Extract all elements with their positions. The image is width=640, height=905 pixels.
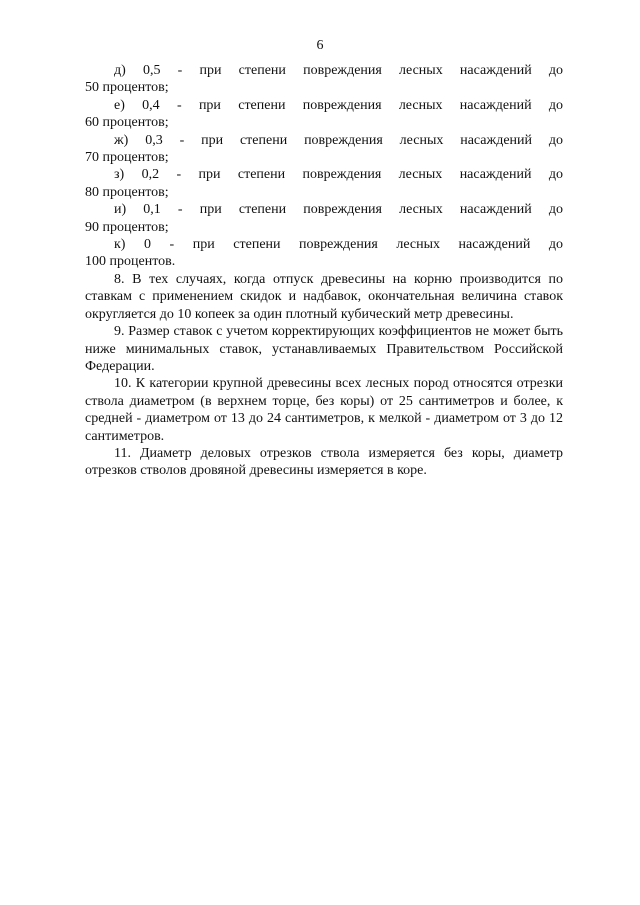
list-item-continuation: 60 процентов; (85, 115, 169, 131)
list-item-zh (85, 132, 563, 167)
list-item-continuation: 90 процентов; (85, 219, 169, 235)
list-item-text: з) 0,2 - при степени повреждения лесных насаждений до (114, 167, 563, 183)
list-item-continuation: 70 процентов; (85, 150, 169, 166)
paragraph-8: 8. В тех случаях, когда отпуск древесины на корню производится по ставкам с применением скидок и надбавок, окончательная величина ставок округляется до 10 копеек за один плотный кубический метр древесины. (85, 271, 563, 322)
list-item-text: д) 0,5 - при степени повреждения лесных насаждений до (114, 63, 563, 78)
list-item-z (85, 166, 563, 201)
list-item-k (85, 236, 563, 271)
list-item-continuation: 50 процентов; (85, 80, 169, 96)
list-item-text: е) 0,4 - при степени повреждения лесных насаждений до (114, 97, 563, 113)
list-item-d (85, 62, 563, 97)
paragraph-11: 11. Диаметр деловых отрезков ствола измеряется без коры, диаметр отрезков стволов дровяной древесины измеряется в коре. (85, 445, 563, 479)
list-item-text: и) 0,1 - при степени повреждения лесных насаждений до (114, 202, 563, 218)
paragraph-10: 10. К категории крупной древесины всех лесных пород относятся отрезки ствола диаметром (в верхнем торце, без коры) от 25 сантиметров и более, к средней - диаметром от 13 до 24 сантиметров, к мелкой - диаметром от 3 до 12 сантиметров. (85, 376, 563, 444)
list-item-continuation: 80 процентов; (85, 184, 169, 200)
document-body (85, 62, 563, 480)
list-item-continuation: 100 процентов. (85, 254, 176, 270)
list-item-e (85, 97, 563, 132)
list-item-text: ж) 0,3 - при степени повреждения лесных насаждений до (114, 132, 563, 148)
list-item-i (85, 201, 563, 236)
list-item-text: к) 0 - при степени повреждения лесных насаждений до (114, 237, 563, 253)
page-number: 6 (316, 38, 324, 53)
paragraph-9: 9. Размер ставок с учетом корректирующих коэффициентов не может быть ниже минимальных ставок, устанавливаемых Правительством Российской Федерации. (85, 324, 563, 374)
